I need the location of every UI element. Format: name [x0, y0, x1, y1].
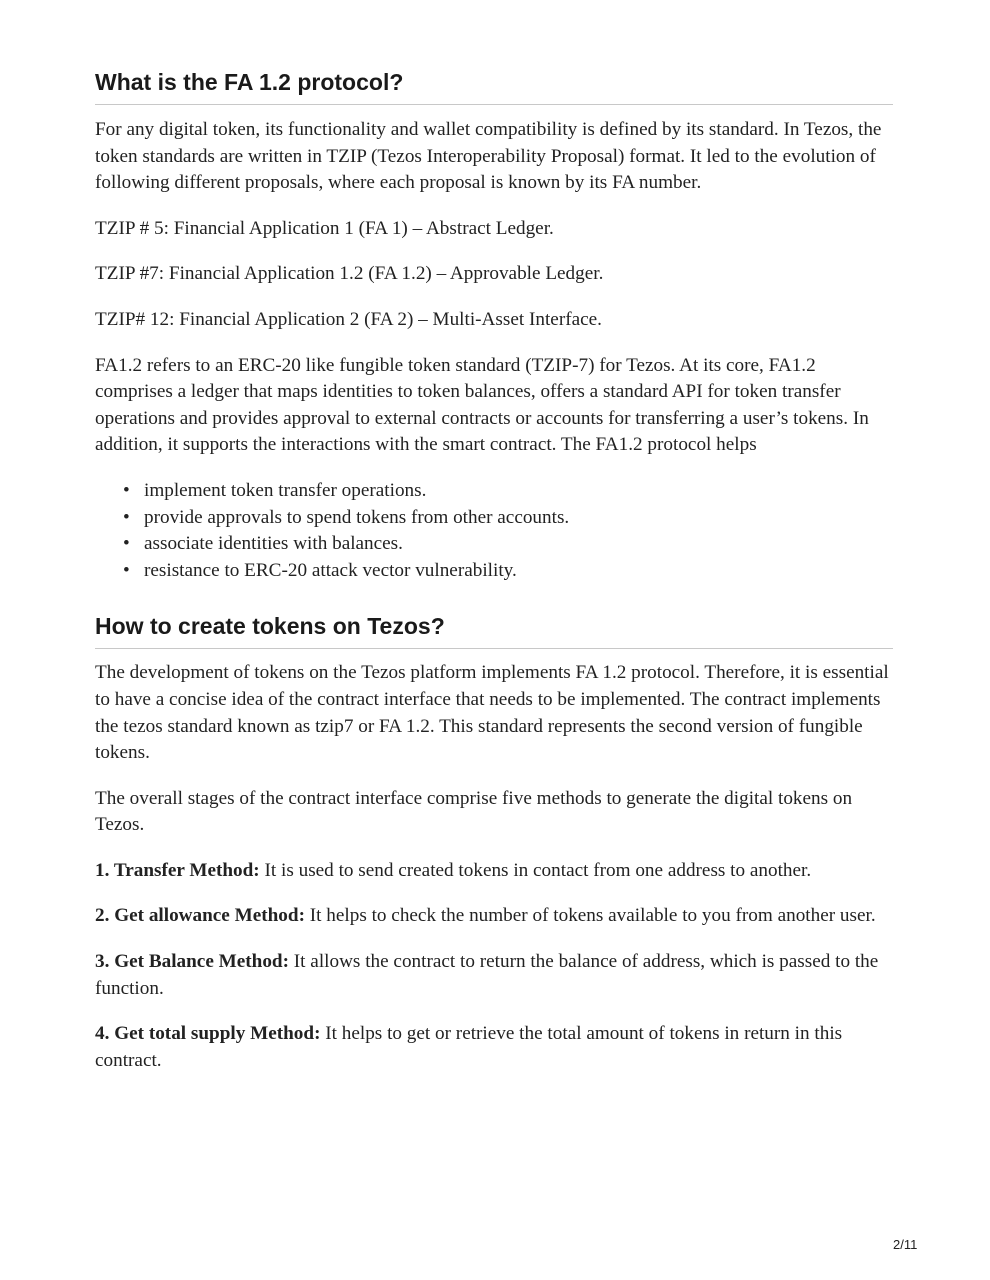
- intro-paragraph: For any digital token, its functionality and wallet compatibility is defined by its standard. In Tezos, the token standards are written in TZIP (Tezos Interoperability Proposal) format. It led to the evolution of following different proposals, where each proposal is known by its FA number.: [95, 119, 882, 194]
- bullet-icon: •: [123, 479, 130, 501]
- list-item-text: associate identities with balances.: [144, 533, 403, 555]
- tzip-item: TZIP #7: Financial Application 1.2 (FA 1.2) – Approvable Ledger.: [95, 263, 604, 285]
- development-paragraph: The development of tokens on the Tezos platform implements FA 1.2 protocol. Therefore, it is essential to have a concise idea of the contract interface that needs to be implemented. The contract implements the tezos standard known as tzip7 or FA 1.2. This standard represents the second version of fungible tokens.: [95, 662, 889, 764]
- method-label: 4. Get total supply Method:: [95, 1023, 321, 1045]
- method-text: It helps to get or retrieve the total amount of tokens in return in this contract.: [95, 1023, 843, 1071]
- list-item: [123, 531, 893, 558]
- method-label: 1. Transfer Method:: [95, 859, 260, 881]
- tzip-item: TZIP# 12: Financial Application 2 (FA 2) – Multi-Asset Interface.: [95, 308, 602, 330]
- bullet-icon: •: [123, 533, 130, 555]
- method-text: It helps to check the number of tokens available to you from another user.: [304, 905, 876, 927]
- list-item: [123, 478, 893, 505]
- page-number: 2/11: [893, 1237, 918, 1252]
- method-text: It is used to send created tokens in contact from one address to another.: [259, 859, 812, 881]
- stages-paragraph: The overall stages of the contract interface comprise five methods to generate the digital tokens on Tezos.: [95, 787, 853, 836]
- method-label: 2. Get allowance Method:: [95, 905, 305, 927]
- method-paragraph: [95, 903, 893, 930]
- list-item: [123, 505, 893, 532]
- section-heading-fa12: What is the FA 1.2 protocol?: [95, 67, 893, 105]
- list-item-text: implement token transfer operations.: [144, 479, 427, 501]
- method-paragraph: [95, 1021, 893, 1074]
- method-paragraph: [95, 949, 893, 1002]
- list-item: [123, 558, 893, 585]
- method-label: 3. Get Balance Method:: [95, 951, 289, 973]
- bullet-list: [95, 478, 893, 584]
- list-item-text: provide approvals to spend tokens from other accounts.: [144, 506, 570, 528]
- method-paragraph: [95, 858, 893, 885]
- section-heading-create-tokens: How to create tokens on Tezos?: [95, 611, 893, 649]
- bullet-icon: •: [123, 506, 130, 528]
- document-page: [95, 62, 893, 1074]
- method-text: It allows the contract to return the balance of address, which is passed to the function.: [95, 951, 879, 999]
- bullet-icon: •: [123, 559, 130, 581]
- fa12-paragraph: FA1.2 refers to an ERC-20 like fungible token standard (TZIP-7) for Tezos. At its core, FA1.2 comprises a ledger that maps identities to token balances, offers a standard API for token transfer operations and provides approval to external contracts or accounts for transferring a user’s tokens. In addition, it supports the interactions with the smart contract. The FA1.2 protocol helps: [95, 354, 869, 456]
- tzip-item: TZIP # 5: Financial Application 1 (FA 1) – Abstract Ledger.: [95, 217, 554, 239]
- list-item-text: resistance to ERC-20 attack vector vulnerability.: [144, 559, 517, 581]
